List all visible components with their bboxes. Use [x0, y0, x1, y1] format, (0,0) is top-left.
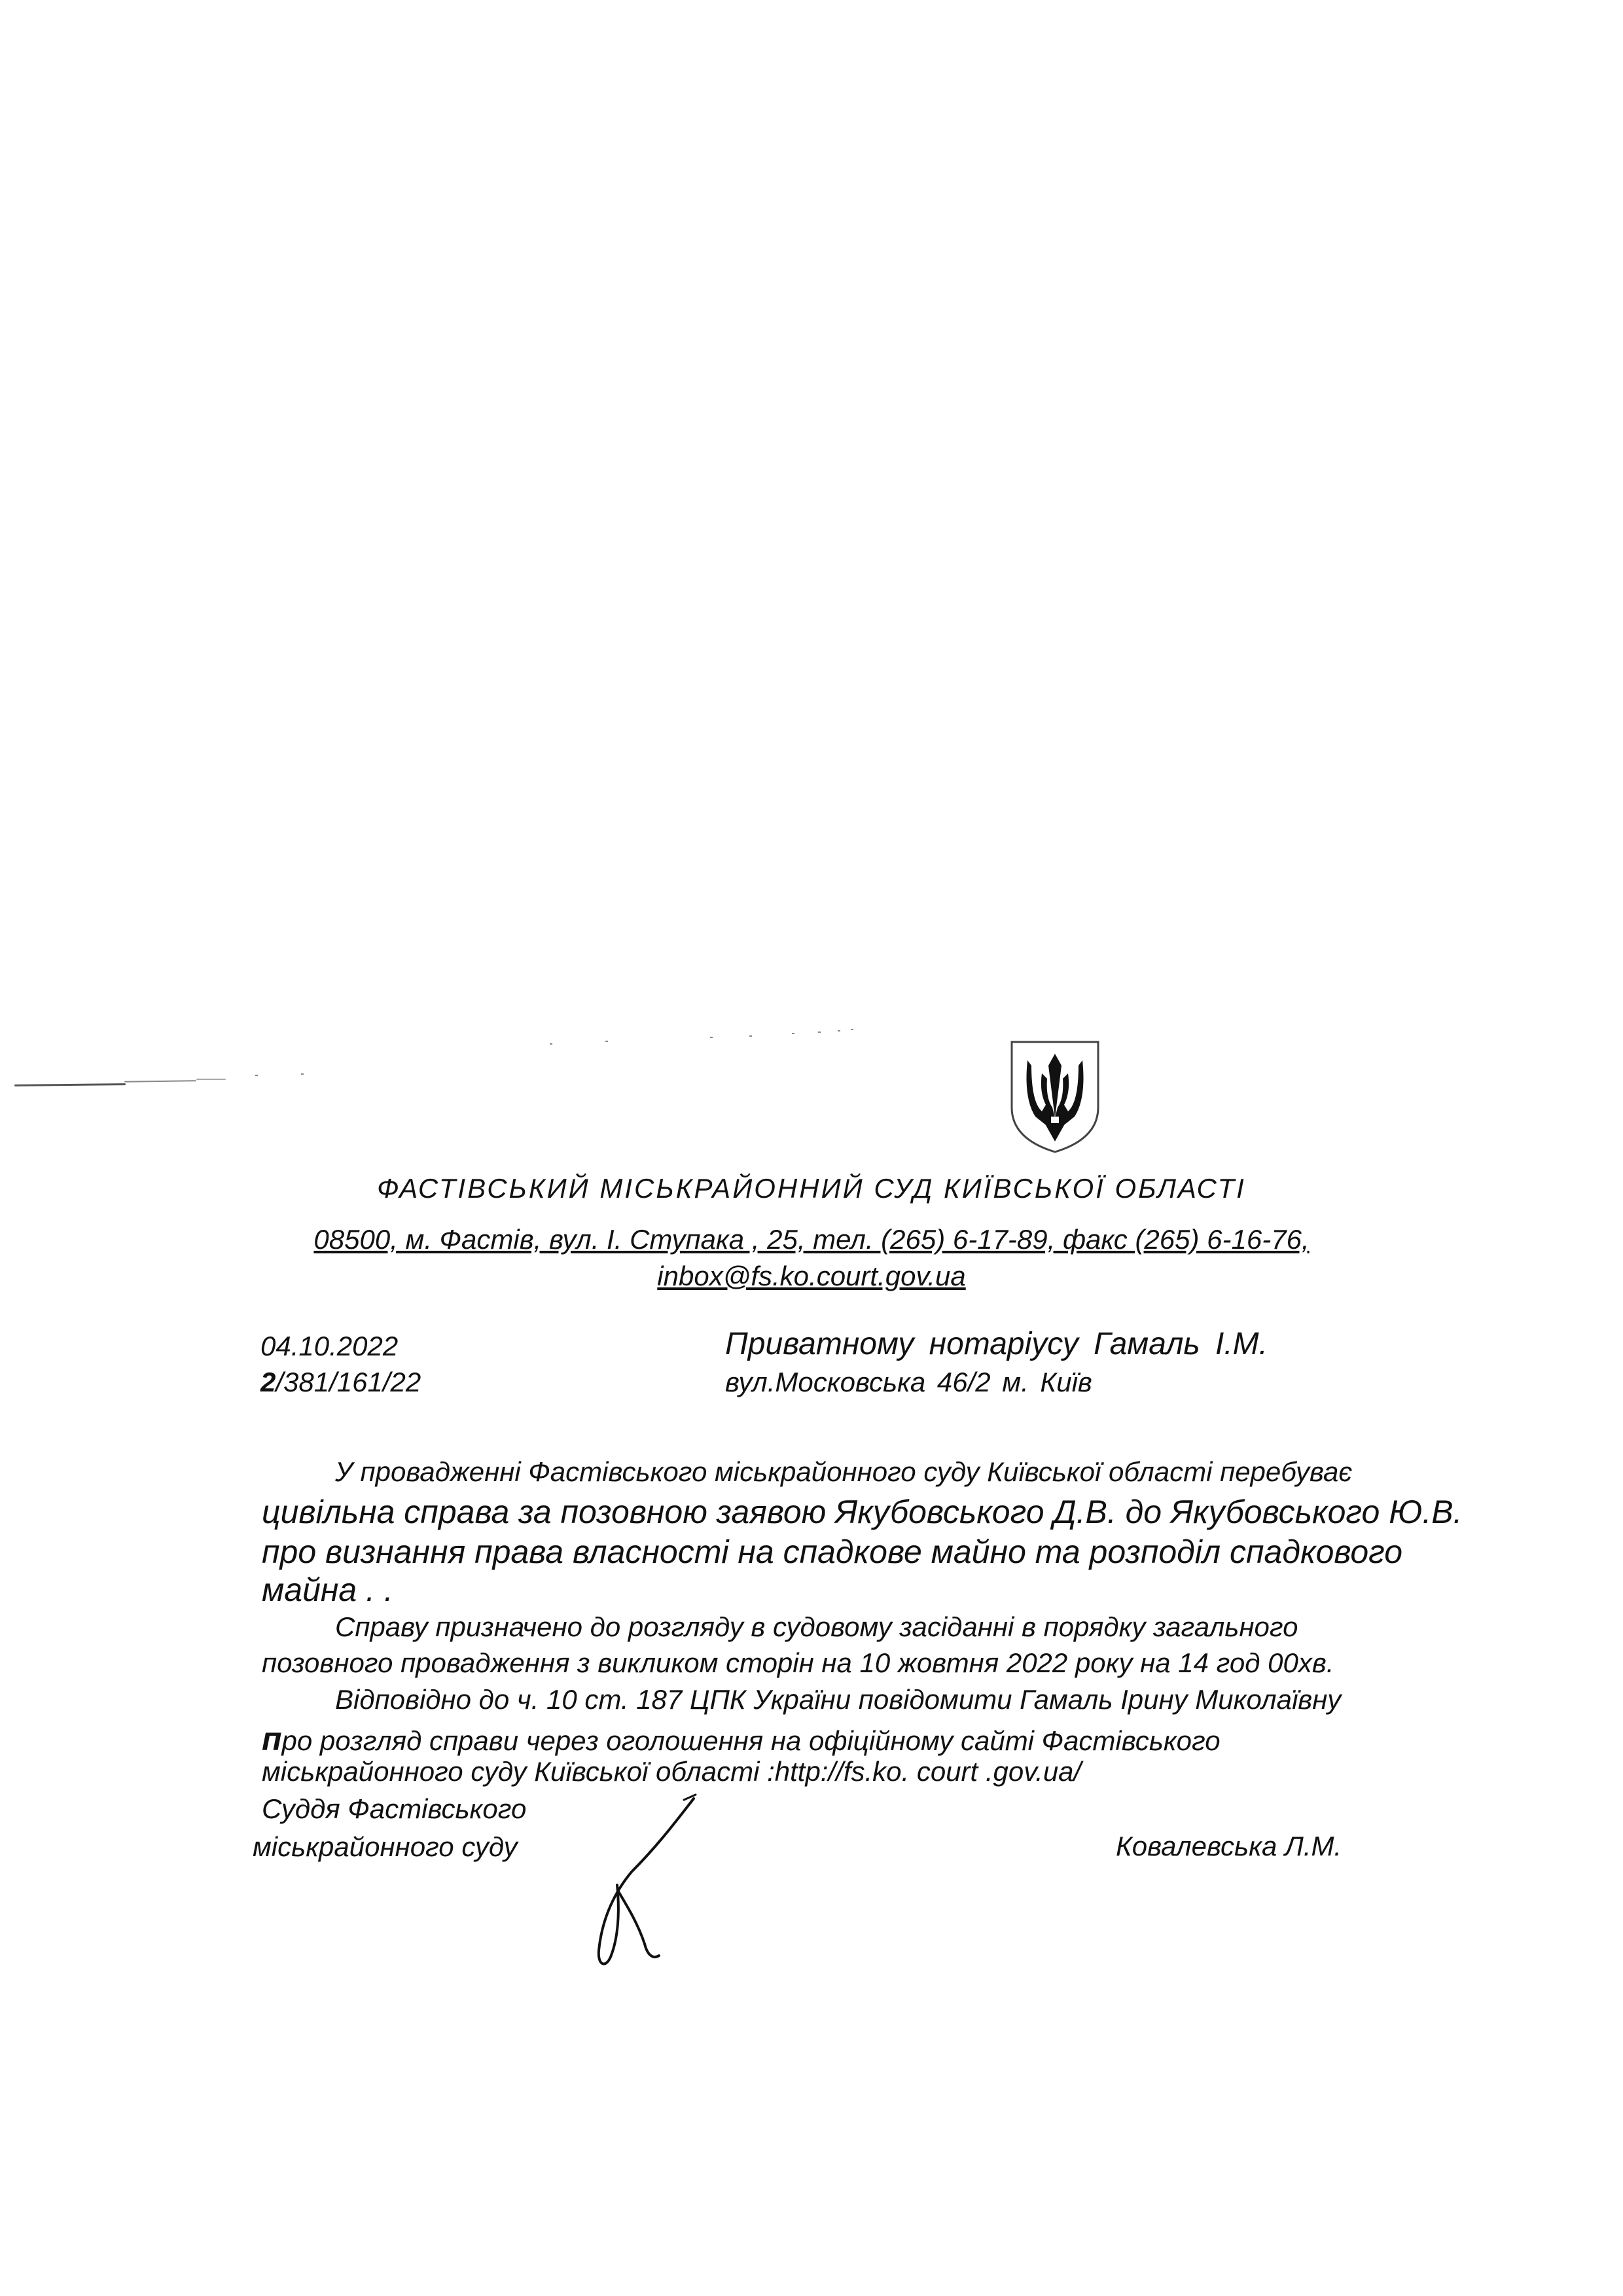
handwritten-signature — [579, 1793, 710, 1977]
scan-streak — [124, 1080, 196, 1083]
scan-dot — [710, 1037, 713, 1038]
scan-dot — [301, 1073, 304, 1075]
scan-dot — [550, 1043, 552, 1045]
court-address: 08500, м. Фастів, вул. І. Ступака , 25, тел. (265) 6-17-89, факс (265) 6-16-76, — [313, 1224, 1310, 1255]
body-line: позовного провадження з викликом сторін на 10 жовтня 2022 року на 14 год 00хв. — [262, 1647, 1334, 1678]
body-line: Відповідно до ч. 10 ст. 187 ЦПК України повідомити Гамаль Ірину Миколаївну — [335, 1684, 1342, 1715]
document-date: 04.10.2022 — [260, 1331, 399, 1361]
coat-of-arms-icon — [1008, 1039, 1102, 1155]
court-email-link[interactable] — [0, 1261, 1623, 1292]
body-line: міськрайонного суду Київської області :http://fs.ko. court .gov.ua/ — [262, 1756, 1082, 1787]
court-email: inbox@fs.ko.court.gov.ua — [657, 1261, 966, 1291]
reference-number — [260, 1367, 421, 1398]
scan-dot — [749, 1035, 752, 1037]
recipient-name: Приватному нотаріусу Гамаль І.М. — [725, 1327, 1268, 1361]
scan-streak — [14, 1083, 126, 1086]
scan-dot — [851, 1029, 853, 1030]
scan-dot — [818, 1031, 821, 1033]
scan-streak — [196, 1079, 226, 1080]
judge-court: міськрайонного суду — [253, 1831, 518, 1862]
body-line: майна . . — [262, 1571, 393, 1608]
judge-name: Ковалевська Л.М. — [1116, 1831, 1342, 1861]
recipient-address: вул.Московська 46/2 м. Київ — [725, 1367, 1092, 1397]
body-line — [262, 1720, 1221, 1758]
body-line: цивільна справа за позовною заявою Якубовського Д.В. до Якубовського Ю.В. — [262, 1494, 1463, 1530]
court-name: ФАСТІВСЬКИЙ МІСЬКРАЙОННИЙ СУД КИЇВСЬКОЇ ОБЛАСТІ — [377, 1173, 1246, 1204]
body-line: про визнання права власності на спадкове майно та розподіл спадкового — [262, 1534, 1403, 1570]
body-line: У провадженні Фастівського міськрайонного суду Київської області перебуває — [335, 1456, 1353, 1487]
scan-dot — [605, 1041, 608, 1042]
body-line-text: ро розгляд справи через оголошення на офіційному сайті Фастівського — [281, 1725, 1221, 1756]
judge-title: Суддя Фастівського — [262, 1793, 527, 1824]
reference-rest: /381/161/22 — [276, 1367, 421, 1397]
body-line: Справу призначено до розгляду в судовому засіданні в порядку загального — [335, 1611, 1298, 1642]
scan-dot — [792, 1033, 794, 1034]
body-bold-letter: п — [262, 1721, 282, 1757]
scan-dot — [838, 1030, 840, 1031]
scan-dot — [255, 1075, 258, 1076]
reference-prefix: 2 — [260, 1367, 276, 1397]
